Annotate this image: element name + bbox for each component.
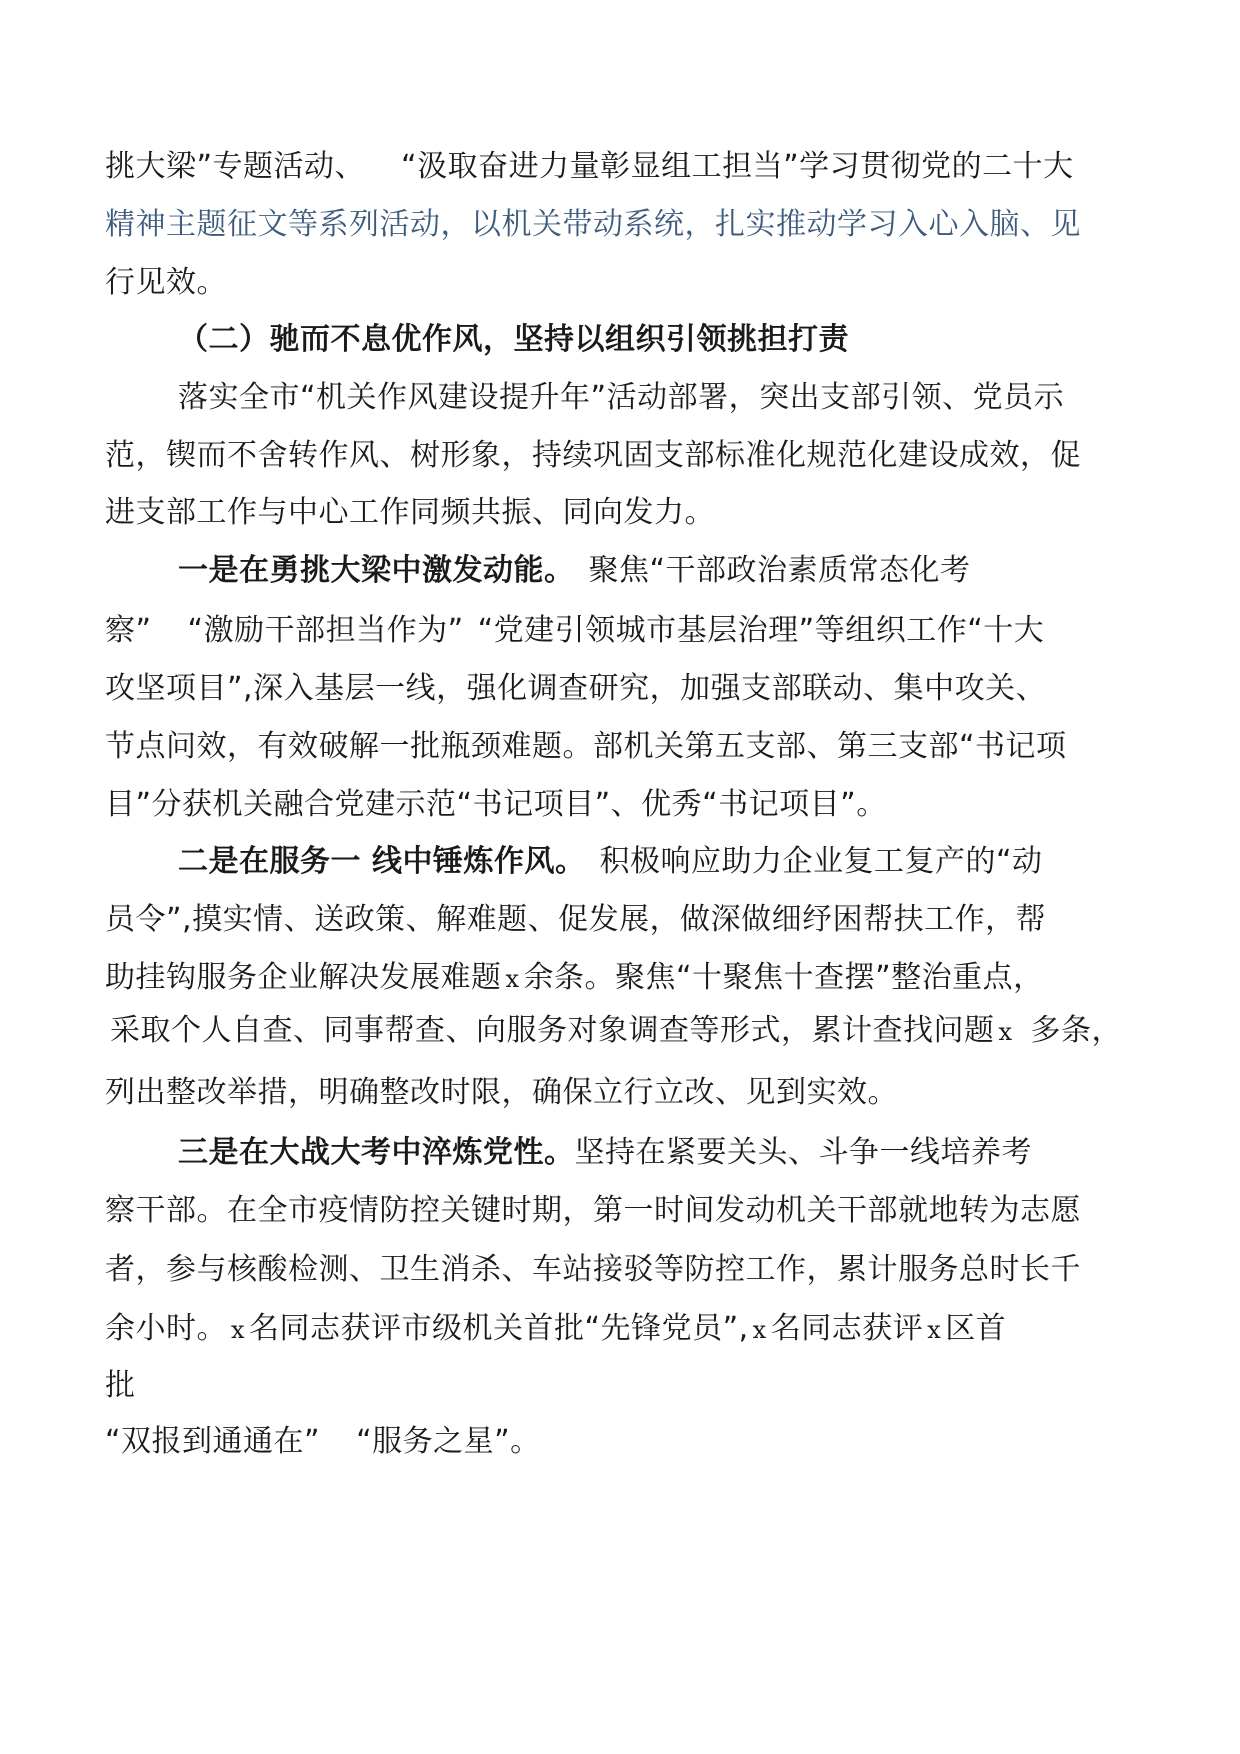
paragraph-start xyxy=(178,842,1043,882)
text-fragment: “党建引领城市基层治理”等组织工作“十大 xyxy=(477,613,1045,648)
paragraph-start xyxy=(178,1133,1032,1173)
text-line-highlighted: 精神主题征文等系列活动，以机关带动系统，扎实推动学习入心入脑、见 xyxy=(105,207,1081,242)
text-line: 者，参与核酸检测、卫生消杀、车站接驳等防控工作，累计服务总时长千 xyxy=(105,1252,1081,1287)
text-fragment: 采取个人自查、同事帮查、向服务对象调查等形式，累计查找问题 xyxy=(110,1013,995,1048)
text-line: 攻坚项目”,深入基层一线，强化调查研究，加强支部联动、集中攻关、 xyxy=(105,671,1047,706)
text-line: 节点问效，有效破解一批瓶颈难题。部机关第五支部、第三支部“书记项 xyxy=(105,729,1067,764)
text-fragment: 挑大梁”专题活动、 xyxy=(105,149,366,184)
text-fragment: 坚持在紧要关头、斗争一线培养考 xyxy=(574,1135,1032,1170)
text-fragment: 助挂钩服务企业解决发展难题 xyxy=(105,960,502,995)
placeholder-mark: x xyxy=(927,1316,942,1344)
paragraph-lead: 二是在服务一 线中锤炼作风。 xyxy=(178,844,586,879)
text-fragment: 区首 xyxy=(945,1311,1007,1346)
text-fragment: 多条， xyxy=(1030,1013,1123,1048)
text-fragment: 名同志获评 xyxy=(770,1311,924,1346)
placeholder-mark: x xyxy=(752,1316,767,1344)
text-line xyxy=(105,1422,541,1462)
section-heading: （二）驰而不息优作风，坚持以组织引领挑担打责 xyxy=(178,322,849,357)
paragraph-lead: 三是在大战大考中淬炼党性。 xyxy=(178,1135,575,1170)
text-line: 察干部。在全市疫情防控关键时期，第一时间发动机关干部就地转为志愿 xyxy=(105,1193,1081,1228)
text-fragment: “双报到通通在” xyxy=(105,1424,321,1459)
paragraph-lead: 一是在勇挑大梁中激发动能。 xyxy=(178,553,575,588)
text-fragment: “服务之星”。 xyxy=(356,1424,541,1459)
placeholder-mark: x xyxy=(998,1018,1013,1046)
text-line xyxy=(105,611,1044,651)
text-line xyxy=(105,958,1044,999)
placeholder-mark: x xyxy=(231,1316,246,1344)
text-line: 行见效。 xyxy=(105,265,227,300)
text-fragment: “激励干部担当作为” xyxy=(187,613,464,648)
text-fragment: 余小时。 xyxy=(105,1311,227,1346)
text-line: 员令”,摸实情、送政策、解难题、促发展，做深做细纾困帮扶工作，帮 xyxy=(105,902,1047,937)
text-fragment: “汲取奋进力量彰显组工担当”学习贯彻党的二十大 xyxy=(401,149,1074,184)
text-line: 进支部工作与中心工作同频共振、同向发力。 xyxy=(105,495,715,530)
paragraph-start xyxy=(178,551,971,591)
text-fragment: 名同志获评市级机关首批“先锋党员”, xyxy=(249,1311,749,1346)
text-line xyxy=(105,1309,1006,1350)
text-line: 列出整改举措，明确整改时限，确保立行立改、见到实效。 xyxy=(105,1075,898,1110)
text-line: 目”分获机关融合党建示范“书记项目”、优秀“书记项目”。 xyxy=(105,787,887,822)
text-line: 范，锲而不舍转作风、树形象，持续巩固支部标准化规范化建设成效，促 xyxy=(105,438,1081,473)
text-fragment: 聚焦“干部政治素质常态化考 xyxy=(588,553,971,588)
text-fragment: 积极响应助力企业复工复产的“动 xyxy=(599,844,1043,879)
placeholder-mark: x xyxy=(505,965,520,993)
text-fragment: 察” xyxy=(105,613,152,648)
text-line xyxy=(110,1011,1122,1052)
text-fragment: 余条。聚焦“十聚焦十查摆”整治重点， xyxy=(523,960,1044,995)
paragraph-start: 落实全市“机关作风建设提升年”活动部署，突出支部引领、党员示 xyxy=(178,380,1065,415)
text-line xyxy=(105,147,1074,187)
text-line: 批 xyxy=(105,1368,136,1403)
